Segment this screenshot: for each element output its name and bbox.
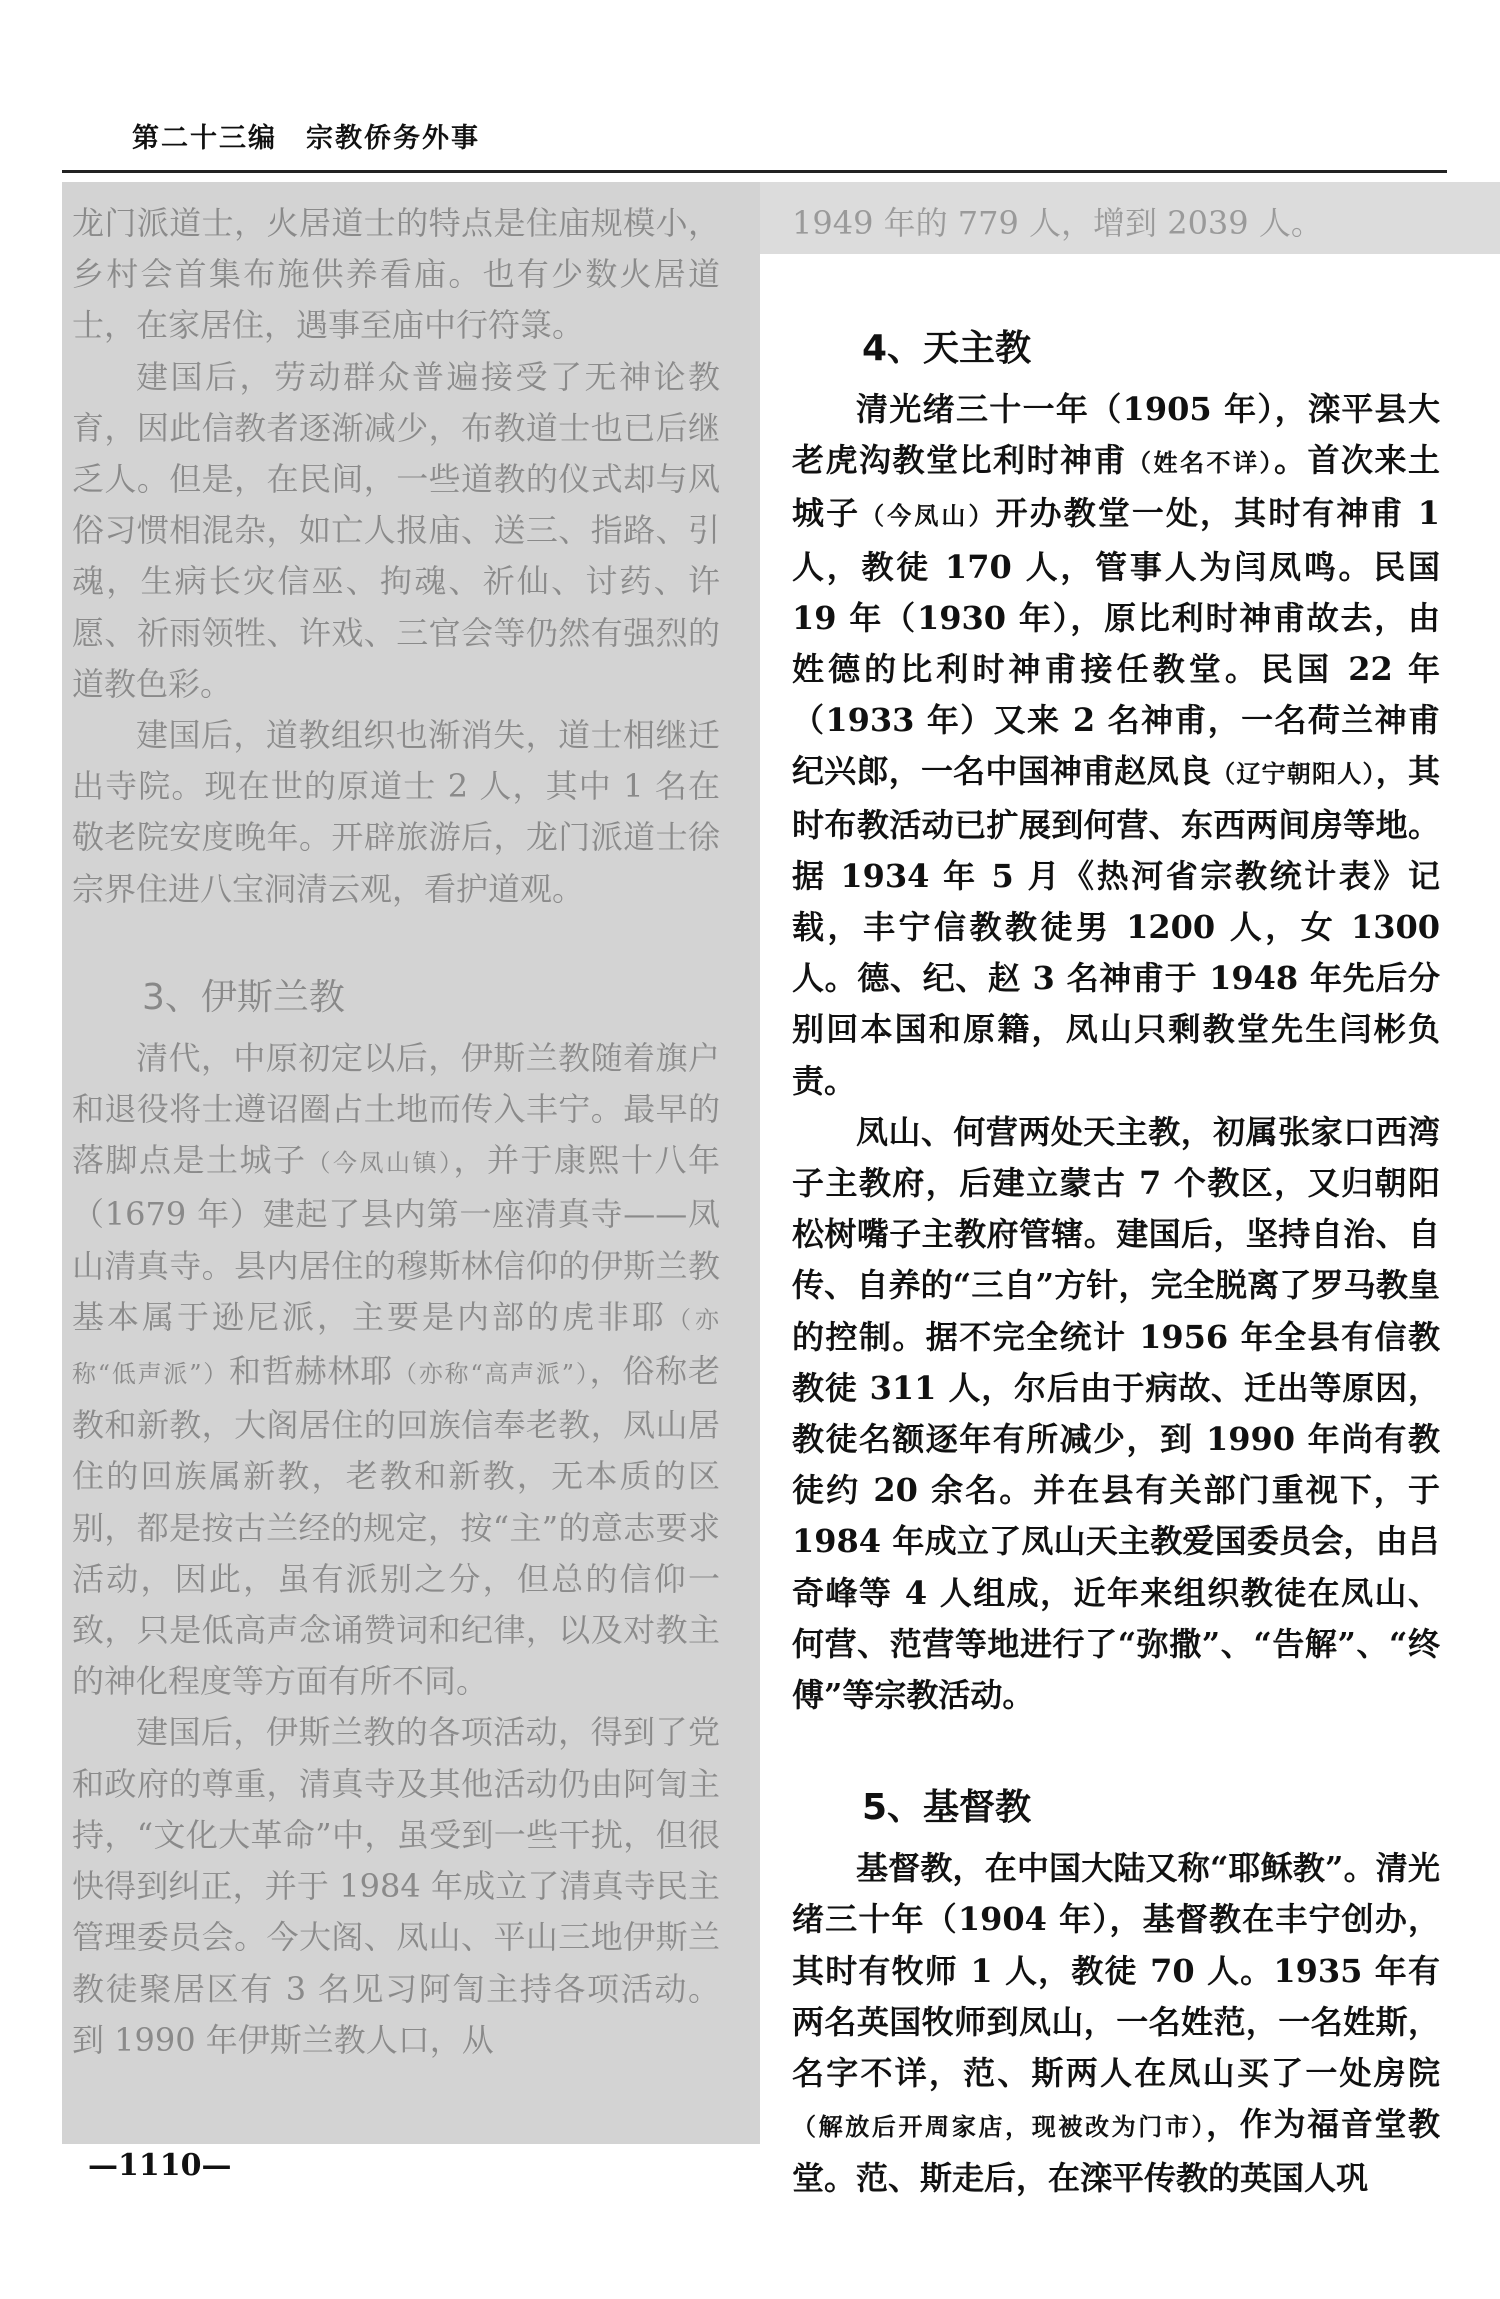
section-heading-christianity: 5、基督教 (862, 1787, 1032, 1829)
section-heading-islam: 3、伊斯兰教 (142, 976, 345, 1018)
page-number: —1110— (88, 2148, 232, 2183)
text-run: 。首次来土城子 (792, 441, 1440, 533)
inline-note: （今凤山） (860, 501, 996, 531)
inline-note: （亦称“低声派”） (72, 1305, 720, 1389)
inline-note: （姓名不详） (1127, 448, 1274, 478)
text-run: ，作为福音堂教堂。范、斯走后，在滦平传教的英国人巩 (792, 2105, 1440, 2197)
right-column (792, 300, 1440, 2197)
paragraph: 建国后，伊斯兰教的各项活动，得到了党和政府的尊重，清真寺及其他活动仍由阿訇主持，“文化大革命”中，虽受到一些干扰，但很快得到纠正，并于 1984 年成立了清真寺民主管理委员会。今大阁、凤山、平山三地伊斯兰教徒聚居区有 3 名见习阿訇主持各项活动。到 1990 年伊斯兰教人口，从 (72, 1713, 720, 2059)
inline-note: （亦称“高声派”） (392, 1360, 590, 1389)
inline-note: （辽宁朝阳人） (1211, 759, 1376, 789)
text-run: ，并于康熙十八年（1679 年）建起了县内第一座清真寺——凤山清真寺。县内居住的穆斯林信仰的伊斯兰教基本属于逊尼派，主要是内部的虎非耶 (72, 1141, 720, 1336)
inline-note: （解放后开周家店，现被改为门市） (792, 2112, 1207, 2142)
paragraph (792, 384, 1440, 1107)
header-rule (62, 170, 1447, 173)
right-column-top (792, 198, 1432, 249)
text-run: 清光绪三十一年（1905 年），滦平县大老虎沟教堂比利时神甫 (792, 390, 1440, 480)
paragraph: 1949 年的 779 人，增到 2039 人。 (792, 204, 1323, 242)
inline-note: （今凤山镇） (306, 1149, 454, 1178)
text-run: 开办教堂一处，其时有神甫 1 人，教徒 170 人，管事人为闫凤鸣。民国 19 年（1930 年），原比利时神甫故去，由姓德的比利时神甫接任教堂。民国 22 年（1933 年）又来 2 名神甫，一名荷兰神甫纪兴郎，一名中国神甫赵凤良 (792, 494, 1440, 791)
text-run: ，其时布教活动已扩展到何营、东西两间房等地。据 1934 年 5 月《热河省宗教统计表》记载，丰宁信教教徒男 1200 人，女 1300 人。德、纪、赵 3 名神甫于 1948 年先后分别回本国和原籍，凤山只剩教堂先生闫彬负责。 (792, 752, 1440, 1100)
paragraph: 建国后，道教组织也渐消失，道士相继迁出寺院。现在世的原道士 2 人，其中 1 名在敬老院安度晚年。开辟旅游后，龙门派道士徐宗界住进八宝洞清云观，看护道观。 (72, 716, 720, 908)
running-header: 第二十三编 宗教侨务外事 (132, 123, 480, 154)
text-run: ，俗称老教和新教，大阁居住的回族信奉老教，凤山居住的回族属新教，老教和新教，无本质的区别，都是按古兰经的规定，按“主”的意志要求活动，因此，虽有派别之分，但总的信仰一致，只是低高声念诵赞词和纪律，以及对教主的神化程度等方面有所不同。 (72, 1352, 720, 1701)
text-run: 清代，中原初定以后，伊斯兰教随着旗户和退役将士遵诏圈占土地而传入丰宁。最早的落脚点是土城子 (72, 1038, 720, 1180)
paragraph: 凤山、何营两处天主教，初属张家口西湾子主教府，后建立蒙古 7 个教区，又归朝阳松树嘴子主教府管辖。建国后，坚持自治、自传、自养的“三自”方针，完全脱离了罗马教皇的控制。据不完全统计 1956 年全县有信教教徒 311 人，尔后由于病故、迁出等原因，教徒名额逐年有所减少，到 1990 年尚有教徒约 20 余名。并在县有关部门重视下，于 1984 年成立了凤山天主教爱国委员会，由吕奇峰等 4 人组成，近年来组织教徒在凤山、何营、范营等地进行了“弥撒”、“告解”、“终傅”等宗教活动。 (792, 1112, 1440, 1715)
text-run: 基督教，在中国大陆又称“耶稣教”。清光绪三十年（1904 年），基督教在丰宁创办，其时有牧师 1 人，教徒 70 人。1935 年有两名英国牧师到凤山，一名姓范，一名姓斯，名字不详，范、斯两人在凤山买了一处房院 (792, 1849, 1440, 2093)
paragraph (72, 1033, 720, 1708)
left-column (72, 198, 720, 2128)
text-run: 和哲赫林耶 (229, 1352, 393, 1391)
section-heading-catholicism: 4、天主教 (862, 328, 1032, 369)
paragraph: 龙门派道士，火居道士的特点是住庙规模小，乡村会首集布施供养看庙。也有少数火居道士，在家居住，遇事至庙中行符箓。 (72, 204, 720, 345)
paragraph (792, 1843, 1440, 2203)
paragraph: 建国后，劳动群众普遍接受了无神论教育，因此信教者逐渐减少，布教道士也已后继乏人。但是，在民间，一些道教的仪式却与风俗习惯相混杂，如亡人报庙、送三、指路、引魂，生病长灾信巫、拘魂、祈仙、讨药、许愿、祈雨领牲、许戏、三官会等仍然有强烈的道教色彩。 (72, 357, 720, 703)
